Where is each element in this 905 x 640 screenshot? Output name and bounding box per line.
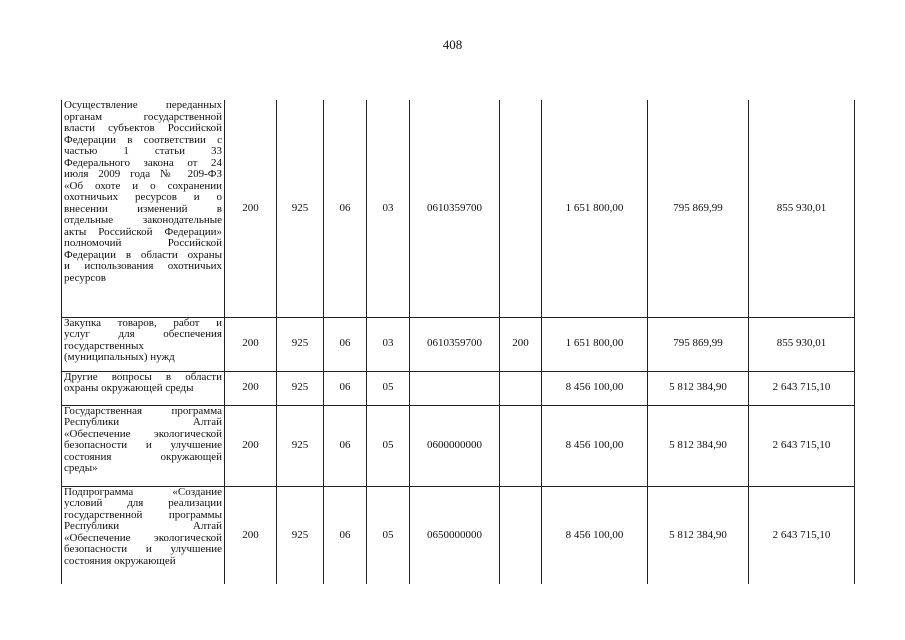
budget-code-cell: 200 bbox=[225, 405, 277, 486]
description-cell bbox=[62, 317, 225, 371]
description-line: охраны окружающей среды bbox=[64, 383, 194, 394]
amount-remaining-cell: 855 930,01 bbox=[749, 100, 855, 317]
amount-executed-cell: 795 869,99 bbox=[648, 317, 749, 371]
expense-type-cell: 200 bbox=[500, 317, 542, 371]
description-line: охотничьих ресурсов и о bbox=[64, 192, 222, 203]
description-line: Федерации в области охраны bbox=[64, 249, 222, 261]
section-cell: 06 bbox=[324, 100, 367, 317]
budget-table bbox=[61, 100, 855, 584]
amount-planned-cell: 8 456 100,00 bbox=[542, 371, 648, 405]
budget-code-cell: 200 bbox=[225, 486, 277, 584]
amount-executed-cell: 5 812 384,90 bbox=[648, 405, 749, 486]
amount-remaining-cell: 2 643 715,10 bbox=[749, 371, 855, 405]
description-line: частью 1 статьи 33 bbox=[64, 146, 222, 157]
description-line: полномочий Российской bbox=[64, 238, 222, 249]
budget-table-body bbox=[62, 100, 855, 584]
description-line: внесении изменений в bbox=[64, 203, 222, 215]
description-line: услуг для обеспечения bbox=[64, 329, 222, 340]
budget-code-cell: 200 bbox=[225, 317, 277, 371]
description-line: Республики Алтай bbox=[64, 521, 222, 532]
description-line: Федерального закона от 24 bbox=[64, 157, 222, 169]
section-cell: 06 bbox=[324, 317, 367, 371]
description-line: безопасности и улучшение bbox=[64, 440, 222, 451]
target-article-cell: 0650000000 bbox=[410, 486, 500, 584]
ministry-code-cell: 925 bbox=[277, 405, 324, 486]
amount-executed-cell: 5 812 384,90 bbox=[648, 486, 749, 584]
description-line: «Обеспечение экологической bbox=[64, 428, 222, 440]
description-line: июля 2009 года № 209-ФЗ bbox=[64, 169, 222, 180]
target-article-cell: 0610359700 bbox=[410, 100, 500, 317]
amount-planned-cell: 1 651 800,00 bbox=[542, 100, 648, 317]
expense-type-cell bbox=[500, 371, 542, 405]
ministry-code-cell: 925 bbox=[277, 100, 324, 317]
amount-executed-cell: 795 869,99 bbox=[648, 100, 749, 317]
section-cell: 06 bbox=[324, 371, 367, 405]
section-cell: 06 bbox=[324, 486, 367, 584]
description-line: среды» bbox=[64, 463, 98, 474]
description-line: (муниципальных) нужд bbox=[64, 352, 175, 363]
description-line: «Обеспечение экологической bbox=[64, 532, 222, 544]
description-line: условий для реализации bbox=[64, 498, 222, 509]
expense-type-cell bbox=[500, 100, 542, 317]
description-line: власти субъектов Российской bbox=[64, 123, 222, 134]
target-article-cell: 0610359700 bbox=[410, 317, 500, 371]
ministry-code-cell: 925 bbox=[277, 486, 324, 584]
description-line: Подпрограмма «Создание bbox=[64, 486, 222, 498]
description-cell bbox=[62, 405, 225, 486]
amount-planned-cell: 1 651 800,00 bbox=[542, 317, 648, 371]
subsection-cell: 05 bbox=[367, 486, 410, 584]
description-line: отдельные законодательные bbox=[64, 215, 222, 226]
description-cell bbox=[62, 371, 225, 405]
table-row bbox=[62, 317, 855, 371]
subsection-cell: 03 bbox=[367, 317, 410, 371]
expense-type-cell bbox=[500, 486, 542, 584]
budget-code-cell: 200 bbox=[225, 100, 277, 317]
amount-planned-cell: 8 456 100,00 bbox=[542, 486, 648, 584]
target-article-cell: 0600000000 bbox=[410, 405, 500, 486]
description-cell bbox=[62, 486, 225, 584]
description-line: состояния окружающей bbox=[64, 451, 222, 463]
amount-planned-cell: 8 456 100,00 bbox=[542, 405, 648, 486]
description-cell bbox=[62, 100, 225, 317]
description-line: ресурсов bbox=[64, 272, 106, 284]
amount-executed-cell: 5 812 384,90 bbox=[648, 371, 749, 405]
description-line: состояния окружающей bbox=[64, 555, 176, 567]
ministry-code-cell: 925 bbox=[277, 371, 324, 405]
amount-remaining-cell: 2 643 715,10 bbox=[749, 405, 855, 486]
description-line: Республики Алтай bbox=[64, 417, 222, 428]
description-line: «Об охоте и о сохранении bbox=[64, 180, 222, 192]
description-line: и использования охотничьих bbox=[64, 261, 222, 272]
amount-remaining-cell: 855 930,01 bbox=[749, 317, 855, 371]
ministry-code-cell: 925 bbox=[277, 317, 324, 371]
table-row bbox=[62, 371, 855, 405]
target-article-cell bbox=[410, 371, 500, 405]
page-number: 408 bbox=[442, 37, 463, 52]
description-line: Осуществление переданных bbox=[64, 100, 222, 111]
description-line: государственных bbox=[64, 340, 144, 352]
subsection-cell: 03 bbox=[367, 100, 410, 317]
subsection-cell: 05 bbox=[367, 371, 410, 405]
budget-code-cell: 200 bbox=[225, 371, 277, 405]
description-line: безопасности и улучшение bbox=[64, 544, 222, 555]
description-line: акты Российской Федерации» bbox=[64, 226, 222, 238]
table-row bbox=[62, 100, 855, 317]
subsection-cell: 05 bbox=[367, 405, 410, 486]
table-row bbox=[62, 486, 855, 584]
description-line: Другие вопросы в области bbox=[64, 371, 222, 383]
description-line: органам государственной bbox=[64, 111, 222, 123]
description-line: Закупка товаров, работ и bbox=[64, 317, 222, 329]
description-line: Федерации в соответствии с bbox=[64, 134, 222, 146]
description-line: государственной программы bbox=[64, 509, 222, 521]
table-row bbox=[62, 405, 855, 486]
section-cell: 06 bbox=[324, 405, 367, 486]
description-line: Государственная программа bbox=[64, 405, 222, 417]
expense-type-cell bbox=[500, 405, 542, 486]
amount-remaining-cell: 2 643 715,10 bbox=[749, 486, 855, 584]
